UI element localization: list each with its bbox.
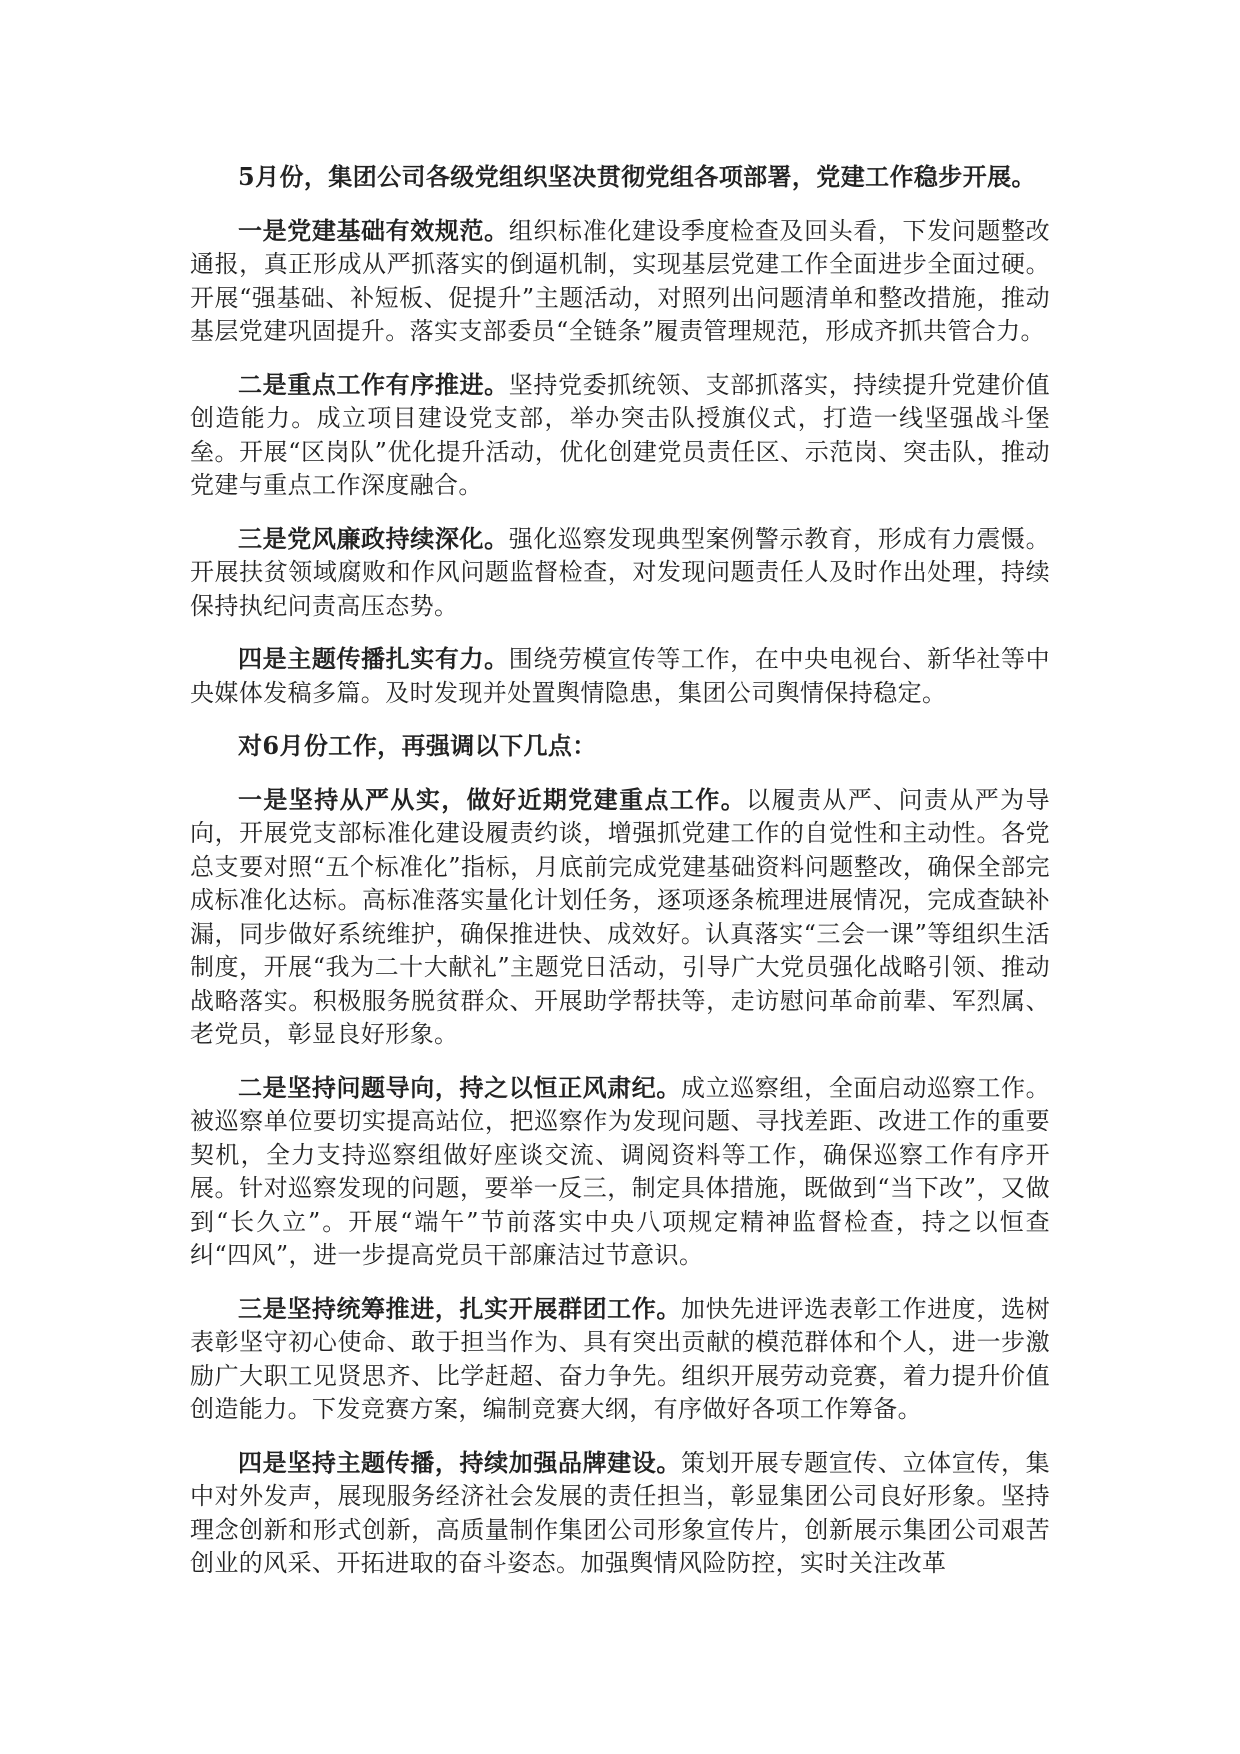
paragraph-text: 强化巡察发现典型案例警示教育，形成有力震慑。开展扶贫领域腐败和作风问题监督检查，对发现问题责任人及时作出处理，持续保持执纪问责高压态势。 [190,524,1050,620]
paragraph-item-4 [190,642,1050,710]
paragraph-text: 组织标准化建设季度检查及回头看，下发问题整改通报，真正形成从严抓落实的倒逼机制，实现基层党建工作全面进步全面过硬。开展“强基础、补短板、促提升”主题活动，对照列出问题清单和整改措施，推动基层党建巩固提升。落实支部委员“全链条”履责管理规范，形成齐抓共管合力。 [190,216,1050,345]
paragraph-june-item-4 [190,1446,1050,1581]
paragraph-lead: 二是坚持问题导向，持之以恒正风肃纪。 [238,1072,682,1102]
paragraph-lead: 一是党建基础有效规范。 [238,215,509,245]
paragraph-lead: 四是主题传播扎实有力。 [238,644,509,673]
paragraph-lead: 三是党风廉政持续深化。 [238,523,509,553]
paragraph-text: 以履责从严、问责从严为导向，开展党支部标准化建设履责约谈，增强抓党建工作的自觉性和主动性。各党总支要对照“五个标准化”指标，月底前完成党建基础资料问题整改，确保全部完成标准化达标。高标准落实量化计划任务，逐项逐条梳理进展情况，完成查缺补漏，同步做好系统维护，确保推进快、成效好。认真落实“三会一课”等组织生活制度，开展“我为二十大献礼”主题党日活动，引导广大党员强化战略引领、推动战略落实。积极服务脱贫群众、开展助学帮扶等，走访慰问革命前辈、军烈属、老党员，彰显良好形象。 [190,785,1050,1048]
paragraph-june-item-2 [190,1071,1050,1273]
paragraph-text: 成立巡察组，全面启动巡察工作。被巡察单位要切实提高站位，把巡察作为发现问题、寻找差距、改进工作的重要契机，全力支持巡察组做好座谈交流、调阅资料等工作，确保巡察工作有序开展。针对巡察发现的问题，要举一反三，制定具体措施，既做到“当下改”，又做到“长久立”。开展“端午”节前落实中央八项规定精神监督检查，持之以恒查纠“四风”，进一步提高党员干部廉洁过节意识。 [190,1073,1051,1269]
paragraph-june-intro [190,729,1050,764]
paragraph-summary [190,160,1050,195]
paragraph-lead: 四是坚持主题传播，持续加强品牌建设。 [238,1447,682,1477]
paragraph-june-item-1 [190,783,1050,1052]
document-body [190,160,1050,1600]
paragraph-item-2 [190,368,1050,503]
paragraph-lead: 对6月份工作，再强调以下几点： [238,731,597,760]
paragraph-lead: 二是重点工作有序推进。 [238,369,509,399]
paragraph-june-item-3 [190,1292,1050,1427]
paragraph-text: 围绕劳模宣传等工作，在中央电视台、新华社等中央媒体发稿多篇。及时发现并处置舆情隐患，集团公司舆情保持稳定。 [190,645,1050,707]
paragraph-text: 策划开展专题宣传、立体宣传，集中对外发声，展现服务经济社会发展的责任担当，彰显集团公司良好形象。坚持理念创新和形式创新，高质量制作集团公司形象宣传片，创新展示集团公司艰苦创业的风采、开拓进取的奋斗姿态。加强舆情风险防控，实时关注改革 [190,1448,1051,1577]
paragraph-lead: 三是坚持统筹推进，扎实开展群团工作。 [238,1293,682,1323]
paragraph-lead: 5月份，集团公司各级党组织坚决贯彻党组各项部署，党建工作稳步开展。 [238,162,1036,191]
paragraph-text: 加快先进评选表彰工作进度，选树表彰坚守初心使命、敢于担当作为、具有突出贡献的模范群体和个人，进一步激励广大职工见贤思齐、比学赶超、奋力争先。组织开展劳动竞赛，着力提升价值创造能力。下发竞赛方案，编制竞赛大纲，有序做好各项工作筹备。 [190,1294,1051,1423]
paragraph-lead: 一是坚持从严从实，做好近期党建重点工作。 [238,784,747,814]
paragraph-item-3 [190,522,1050,624]
paragraph-item-1 [190,214,1050,349]
paragraph-text: 坚持党委抓统领、支部抓落实，持续提升党建价值创造能力。成立项目建设党支部，举办突击队授旗仪式，打造一线坚强战斗堡垒。开展“区岗队”优化提升活动，优化创建党员责任区、示范岗、突击队，推动党建与重点工作深度融合。 [190,370,1050,499]
